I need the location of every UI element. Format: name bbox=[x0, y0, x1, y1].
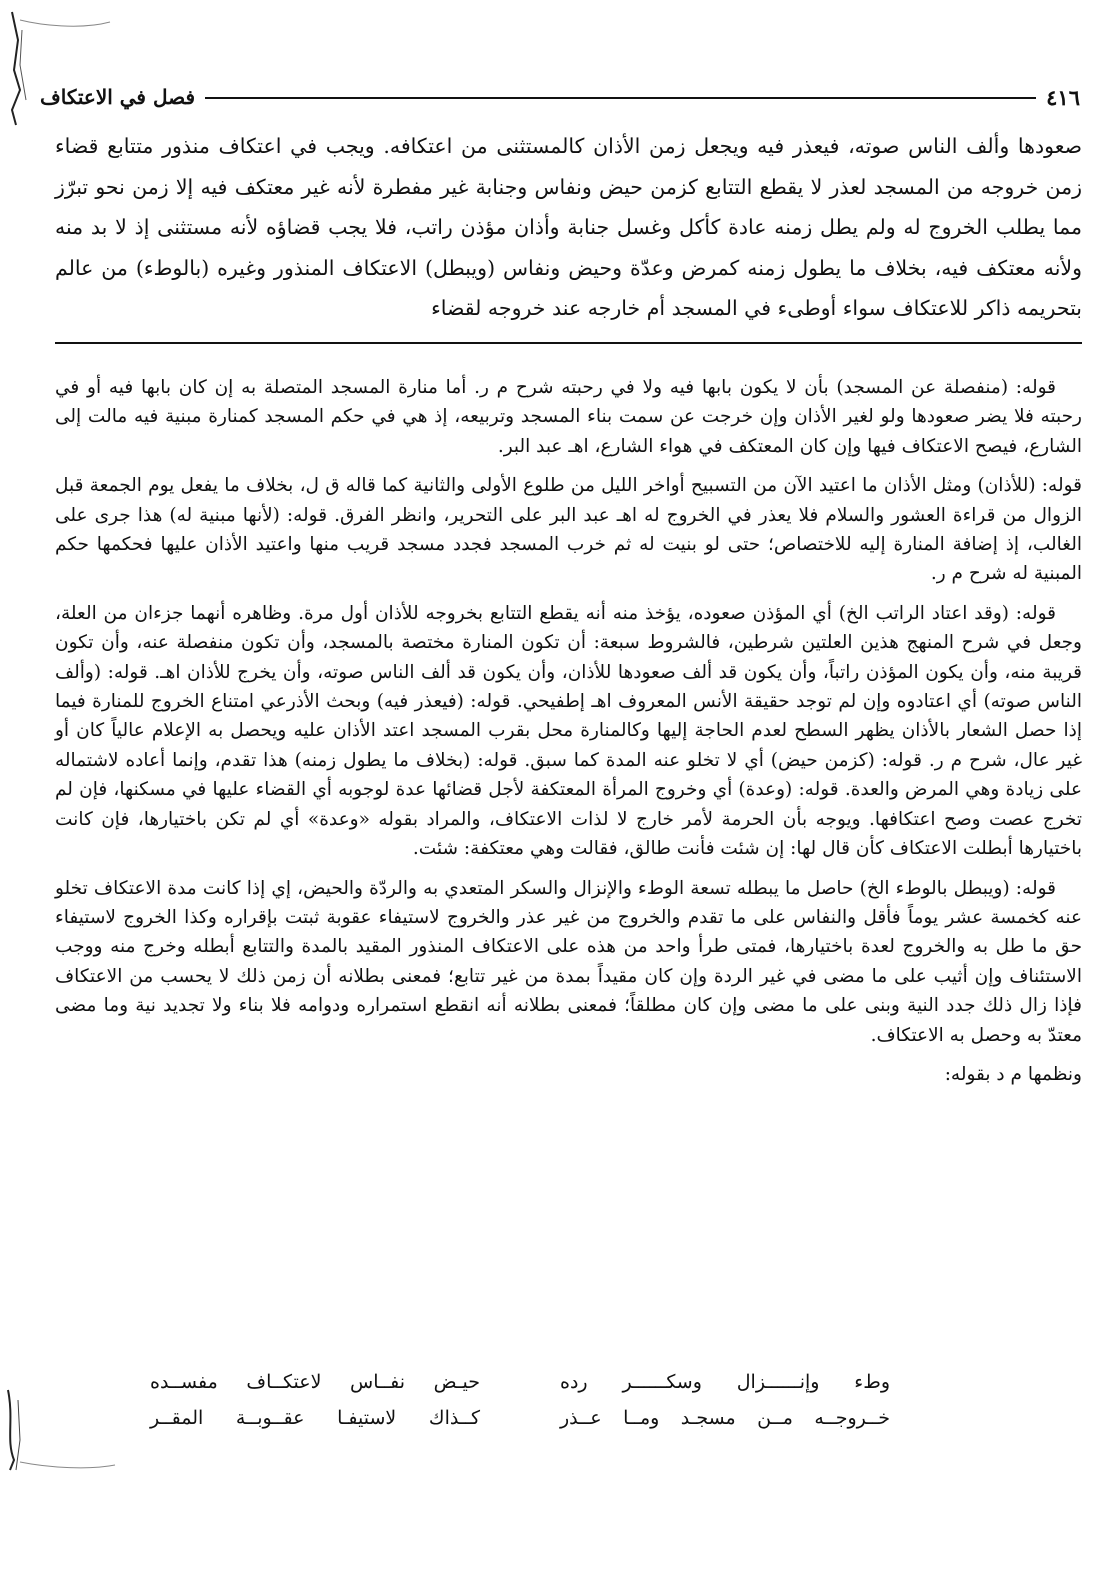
commentary-paragraph: قوله: (ويبطل بالوطء الخ) حاصل ما يبطله تسعة الوطء والإنزال والسكر المتعدي به والردّة والحيض، إي إذا كانت مدة الاعتكاف تخلو عنه كخمسة عشر يوماً فأقل والنفاس على ما تقدم والخروج من غير عذر والخروج لاستيفاء عقوبة ثبتت بإقراره وكذا الخروج لاستيفاء حق ما طل به والخروج لعدة باختيارها، فمتى طرأ واحد من هذه على الاعتكاف المنذور المقيد بالمدة والتتابع أبطله وخرج منه ووجب الاستئناف وإن أثيب على ما مضى في غير الردة وإن كان مقيداً بمدة من غير تتابع؛ فمعنى بطلانه أن زمن ذلك لا يحسب من الاعتكاف فإذا زال ذلك جدد النية وبنى على ما مضى وإن كان مطلقاً؛ فمعنى بطلانه أنه انقطع استمراره ودوامه فلا بناء ولا تجديد نية وما مضى معتدّ به وحصل به الاعتكاف. bbox=[55, 877, 1082, 1046]
header-rule bbox=[205, 97, 1036, 99]
poem-verse bbox=[150, 1371, 890, 1407]
text-separator-rule bbox=[55, 342, 1082, 344]
poem-first-hemistich: وطء وإنــــــزال وسكــــــر رده bbox=[560, 1371, 890, 1393]
main-text: صعودها وألف الناس صوته، فيعذر فيه ويجعل زمن الأذان كالمستثنى من اعتكافه. ويجب في اعتكاف منذور متتابع قضاء زمن خروجه من المسجد لعذر لا يقطع التتابع كزمن حيض ونفاس وجنابة غير مفطرة لأنه غير معتكف فيه إلا زمن نحو تبرّز مما يطلب الخروج له ولم يطل زمنه عادة كأكل وغسل جنابة وأذان مؤذن راتب، فلا يجب قضاؤه لأنه مستثنى إذ لا بد منه ولأنه معتكف فيه، بخلاف ما يطول زمنه كمرض وعدّة وحيض ونفاس (ويبطل) الاعتكاف المنذور وغيره (بالوطء) من عالم بتحريمه ذاكر للاعتكاف سواء أوطىء في المسجد أم خارجه عند خروجه لقضاء bbox=[55, 134, 1082, 320]
chapter-title: فصل في الاعتكاف bbox=[40, 85, 196, 109]
poem-second-hemistich: حيـض نفــاس لاعتكــاف مفســده bbox=[150, 1371, 480, 1393]
commentary bbox=[55, 373, 1082, 1099]
running-header bbox=[40, 82, 1080, 112]
commentary-paragraph: قوله: (للأذان) ومثل الأذان ما اعتيد الآن من التسبيح أواخر الليل من طلوع الأولى والثانية كما قاله ق ل، بخلاف ما يفعل يوم الجمعة قبل الزوال من قراءة العشور والسلام فلا يعذر في الخروج له اهـ عبد البر على التحرير، وانظر الفرق. قوله: (لأنها مبنية له) هذا جرى على الغالب، إذ إضافة المنارة إليه للاختصاص؛ حتى لو بنيت له ثم خرب المسجد فجدد مسجد قريب منها واعتيد الأذان عليها فحكمها حكم المبنية له شرح م ر. bbox=[55, 475, 1082, 585]
poem-first-hemistich: خــروجــه مــن مسجـد ومــا عــذر bbox=[560, 1407, 890, 1429]
commentary-paragraph: قوله: (منفصلة عن المسجد) بأن لا يكون بابها فيه ولا في رحبته شرح م ر. أما منارة المسجد المتصلة به إن كان بابها فيه أو في رحبته فلا يضر صعودها ولو لغير الأذان وإن خرجت عن سمت بناء المسجد وتربيعه، إذ هي في حكم المسجد كمنارة مبنية فيه مالت إلى الشارع، فيصح الاعتكاف فيها وإن كان المعتكف في هواء الشارع، اهـ عبد البر. bbox=[55, 377, 1082, 457]
poem-verse bbox=[150, 1407, 890, 1443]
poem-second-hemistich: كــذاك لاستيفـا عقــوبــة المقــر bbox=[150, 1407, 480, 1429]
poem-intro: ونظمها م د بقوله: bbox=[944, 1063, 1082, 1085]
page-number: ٤١٦ bbox=[1046, 84, 1080, 110]
poem bbox=[150, 1371, 890, 1443]
commentary-paragraph: قوله: (وقد اعتاد الراتب الخ) أي المؤذن صعوده، يؤخذ منه أنه يقطع التتابع بخروجه للأذان أول مرة. وظاهره أنهما جزءان من العلة، وجعل في شرح المنهج هذين العلتين شرطين، فالشروط سبعة: أن تكون المنارة مختصة بالمسجد، وأن تكون منفصلة عنه، وأن تكون قريبة منه، وأن يكون المؤذن راتباً، وأن يكون قد ألف صعودها للأذان، وأن يكون قد ألف الناس صوته، وأن يخرج للأذان اهـ. قوله: (وألف الناس صوته) أي اعتادوه وإن لم توجد حقيقة الأنس المعروف اهـ إطفيحي. قوله: (فيعذر فيه) وبحث الأذرعي امتناع الخروج للمنارة فيما إذا حصل الشعار بالأذان يظهر السطح لعدم الحاجة إليها وكالمنارة محل بقرب المسجد اعتد الأذان عليه ويحصل به الإعلام عالياً كان أو غير عال، شرح م ر. قوله: (كزمن حيض) أي لا تخلو عنه المدة كما سبق. قوله: (بخلاف ما يطول زمنه) هذا تقدم، وإنما أعاده لاشتماله على زيادة وهي المرض والعدة. قوله: (وعدة) أي وخروج المرأة المعتكفة لأجل قضائها عدة لوجوبه أي القضاء عليها في مسكنها، فإن لم تخرج عصت وصح اعتكافها. ويوجه بأن الحرمة لأمر خارج لا لذات الاعتكاف، والمراد بقوله «وعدة» أي لم تكن باختيارها، فإن كانت باختيارها أبطلت الاعتكاف كأن قال لها: إن شئت فأنت طالق، فقالت وهي معتكفة: شئت. bbox=[55, 602, 1082, 860]
